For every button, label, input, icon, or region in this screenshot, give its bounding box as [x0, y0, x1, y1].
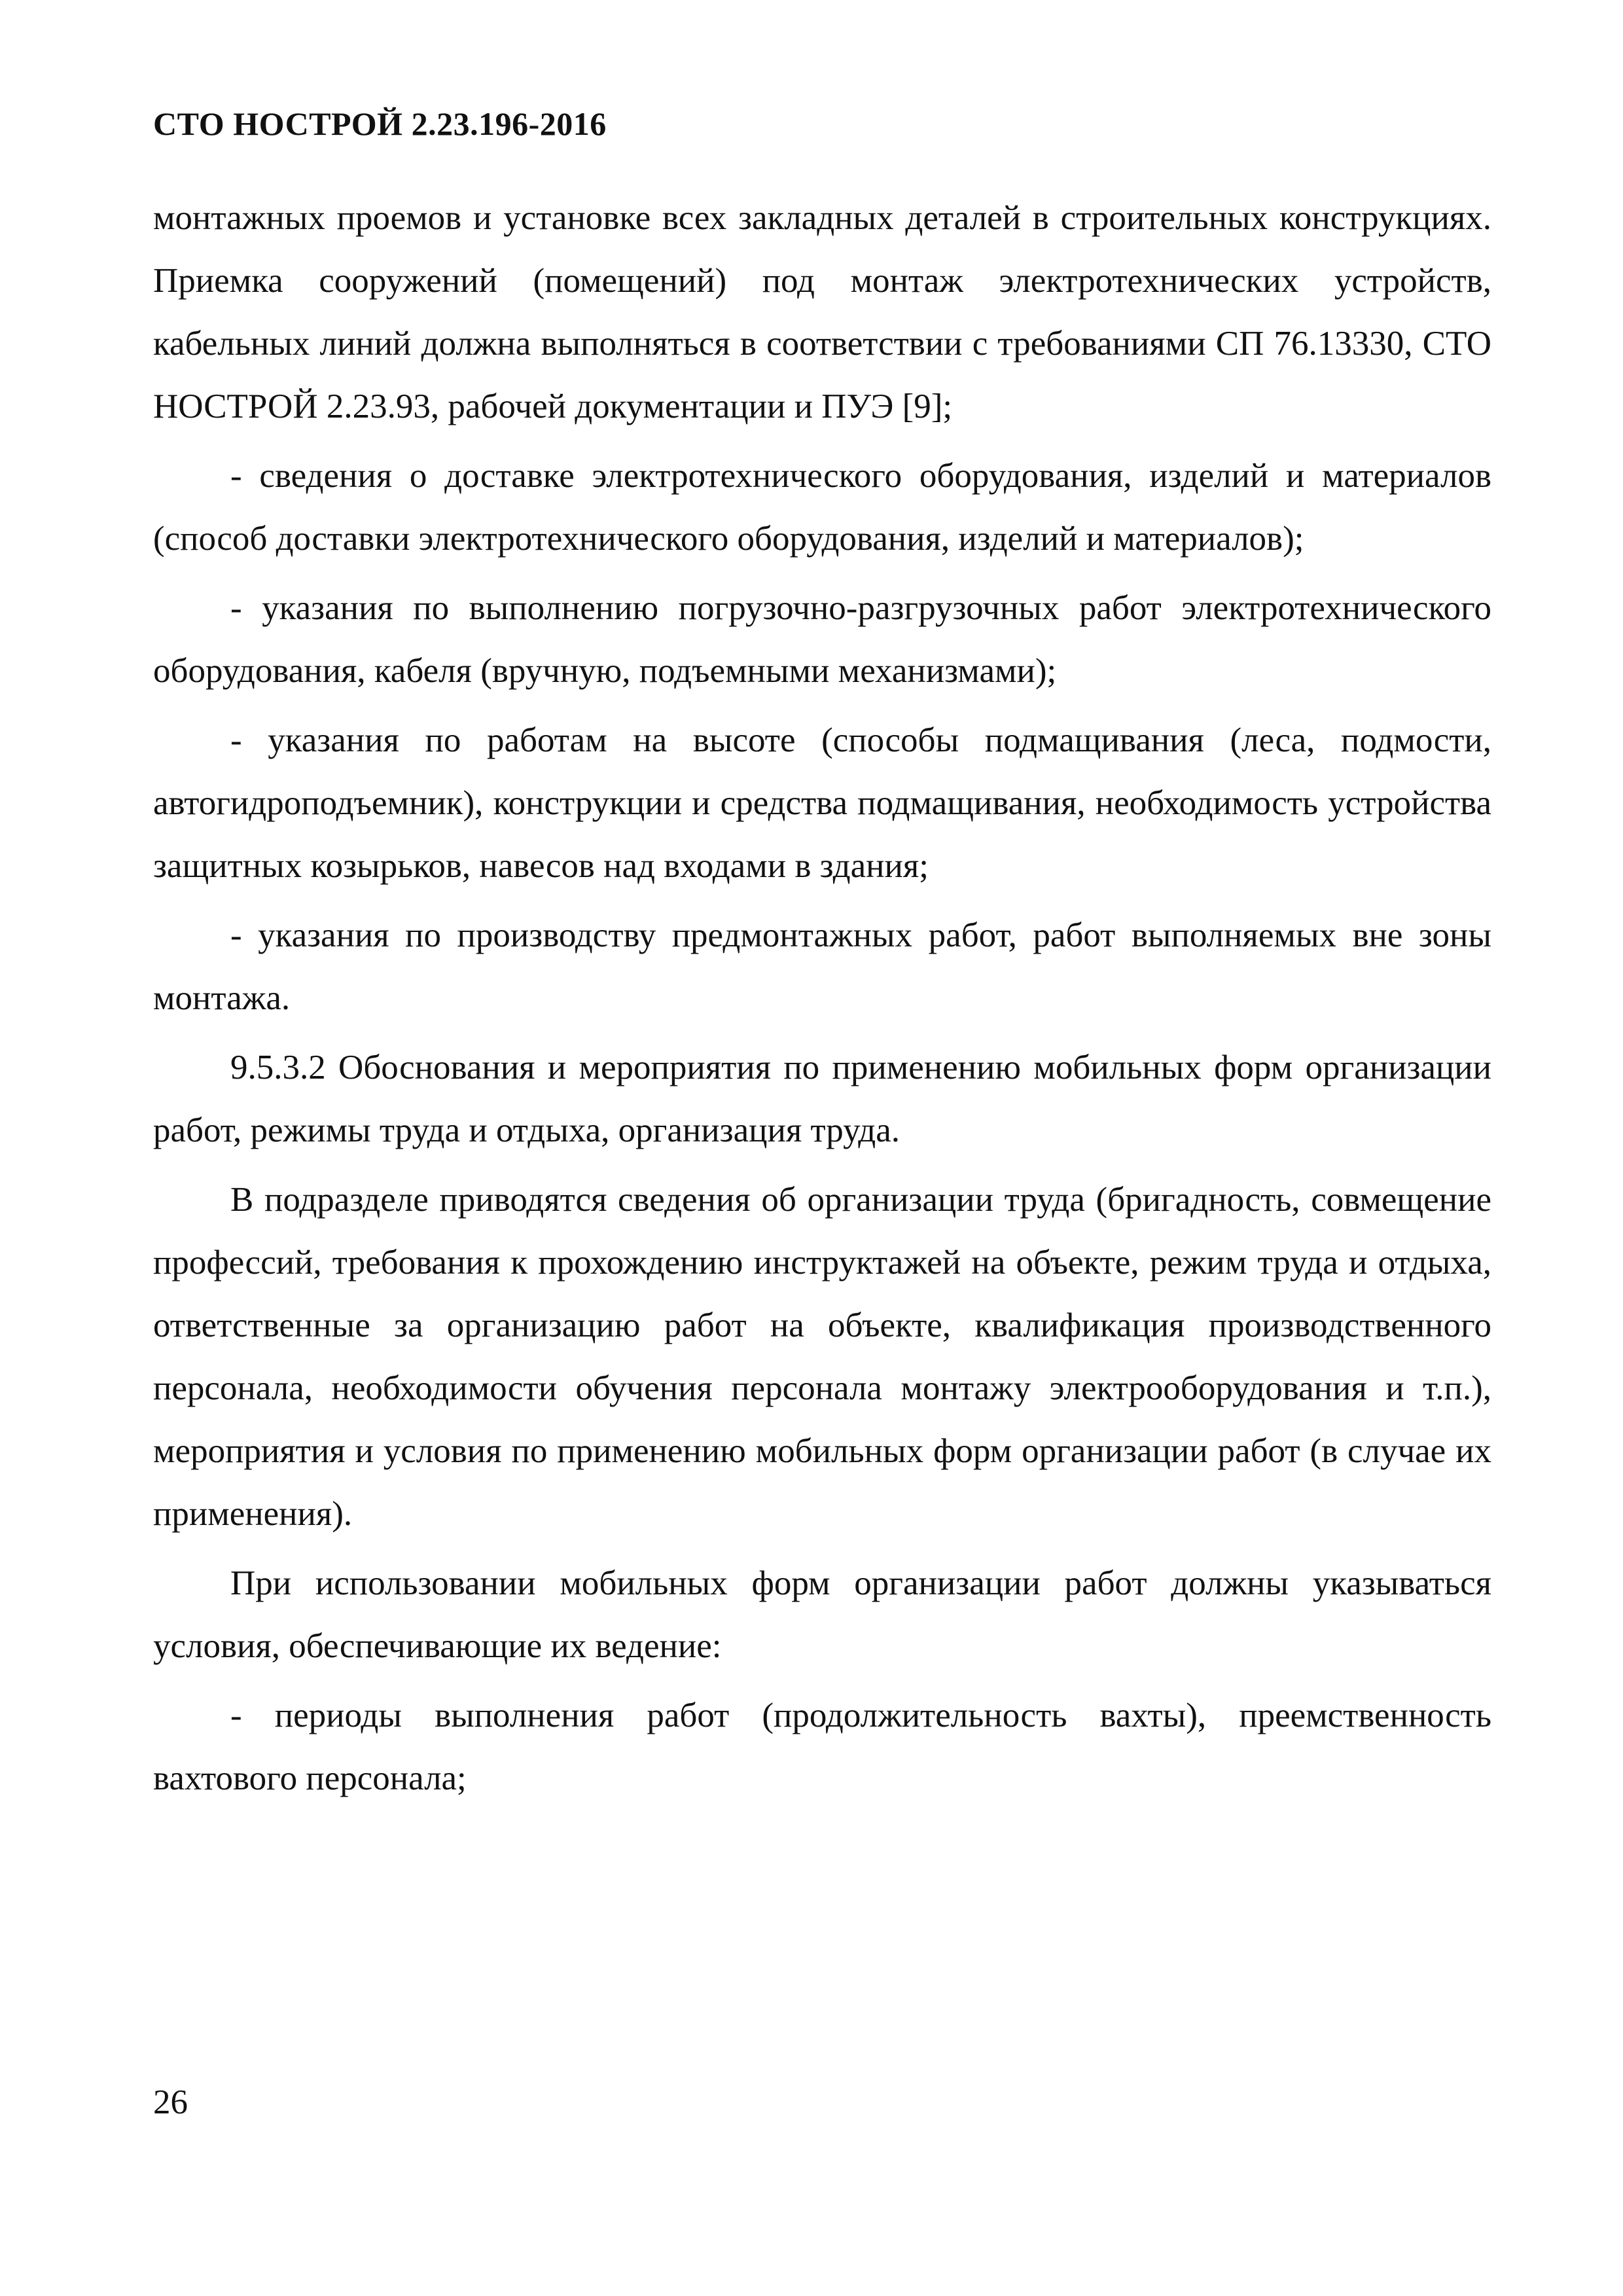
document-header: СТО НОСТРОЙ 2.23.196-2016	[153, 105, 607, 142]
body-paragraph-loading: - указания по выполнению погрузочно-разгрузочных работ электротехнического оборудования, кабеля (вручную, подъемными механизмами);	[153, 589, 1491, 690]
body-paragraph-height-work: - указания по работам на высоте (способы подмащивания (леса, подмости, автогидроподъемник), конструкции и средства подмащивания, необходимость устройства защитных козырьков, навесов над входами в здания;	[153, 721, 1491, 885]
body-paragraph-mobile-forms: При использовании мобильных форм организации работ должны указываться условия, обеспечивающие их ведение:	[153, 1564, 1491, 1665]
body-paragraph-labor-organization: В подразделе приводятся сведения об организации труда (бригадность, совмещение профессий, требования к прохождению инструктажей на объекте, режим труда и отдыха, ответственные за организацию работ на объекте, квалификация производственного персонала, необходимости обучения персонала монтажу электрооборудования и т.п.), мероприятия и условия по применению мобильных форм организации работ (в случае их применения).	[153, 1181, 1491, 1533]
body-paragraph-continuation: монтажных проемов и установке всех закладных деталей в строительных конструкциях. Приемка сооружений (помещений) под монтаж электротехнических устройств, кабельных линий должна выполняться в соответствии с требованиями СП 76.13330, СТО НОСТРОЙ 2.23.93, рабочей документации и ПУЭ [9];	[153, 199, 1491, 425]
page-number: 26	[153, 2083, 188, 2121]
body-paragraph-shift-periods: - периоды выполнения работ (продолжительность вахты), преемственность вахтового персонала;	[153, 1696, 1491, 1797]
body-paragraph-delivery: - сведения о доставке электротехнического оборудования, изделий и материалов (способ доставки электротехнического оборудования, изделий и материалов);	[153, 457, 1491, 558]
section-heading-9-5-3-2: 9.5.3.2 Обоснования и мероприятия по применению мобильных форм организации работ, режимы труда и отдыха, организация труда.	[153, 1049, 1491, 1149]
document-body	[153, 187, 1491, 1816]
body-paragraph-premounting: - указания по производству предмонтажных работ, работ выполняемых вне зоны монтажа.	[153, 916, 1491, 1017]
